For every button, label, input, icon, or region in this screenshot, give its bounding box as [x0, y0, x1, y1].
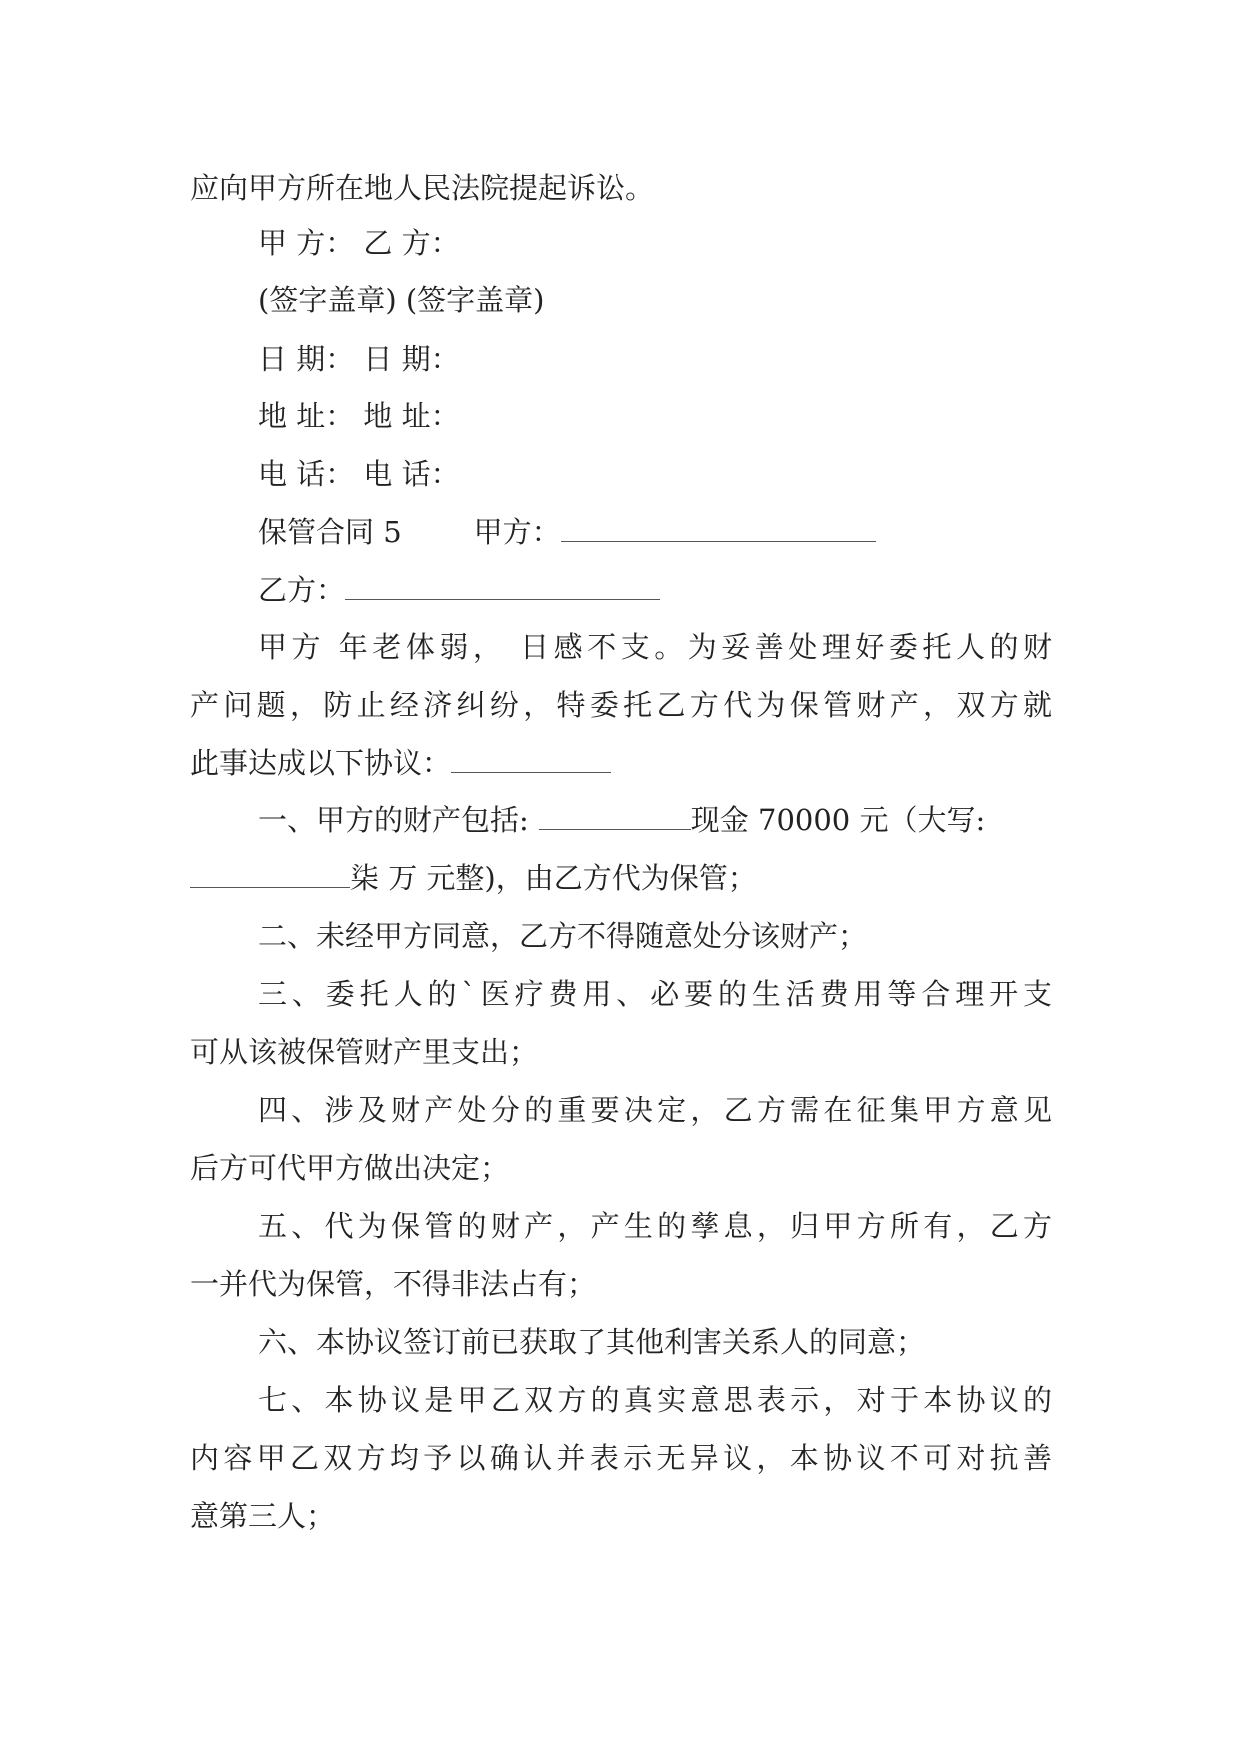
- text-line: 产问题，防止经济纠纷，特委托乙方代为保管财产，双方就: [190, 688, 1052, 722]
- blank-line: [561, 519, 876, 542]
- text-segment: 一、甲方的财产包括:: [258, 803, 529, 837]
- party-a-label: 甲方：: [473, 515, 561, 549]
- clause-4: 四、涉及财产处分的重要决定，乙方需在征集甲方意见: [258, 1093, 1052, 1127]
- blank-line: [539, 807, 691, 830]
- text-segment: 柒 万 元整)，由乙方代为保管；: [350, 861, 757, 895]
- text-line: 甲方 年老体弱， 日感不支。为妥善处理好委托人的财: [258, 630, 1052, 664]
- clause-3: 三、委托人的`医疗费用、必要的生活费用等合理开支: [258, 977, 1052, 1011]
- signature-labels: (签字盖章) (签字盖章): [258, 283, 545, 317]
- date-labels: 日 期： 日 期：: [258, 342, 460, 376]
- clause-1-continued: [190, 858, 757, 898]
- clause-6: 六、本协议签订前已获取了其他利害关系人的同意；: [258, 1325, 926, 1359]
- blank-line: [345, 577, 660, 600]
- blank-line: [190, 865, 350, 888]
- clause-2: 二、未经甲方同意，乙方不得随意处分该财产；: [258, 919, 868, 953]
- text-line: 意第三人；: [190, 1499, 336, 1533]
- phone-labels: 电 话： 电 话：: [258, 457, 460, 491]
- contract-heading-line: [258, 512, 876, 552]
- text-line: 可从该被保管财产里支出；: [190, 1035, 539, 1069]
- party-b-line: [258, 570, 660, 610]
- clause-5: 五、代为保管的财产，产生的孳息，归甲方所有，乙方: [258, 1209, 1052, 1243]
- text-segment: 现金 70000 元（大写:: [690, 803, 986, 837]
- text-line: 后方可代甲方做出决定；: [190, 1151, 510, 1185]
- address-labels: 地 址： 地 址：: [258, 399, 460, 433]
- text-line: 一并代为保管，不得非法占有；: [190, 1267, 597, 1301]
- blank-line: [451, 750, 611, 773]
- clause-7: 七、本协议是甲乙双方的真实意思表示，对于本协议的: [258, 1383, 1052, 1417]
- text-line: 内容甲乙双方均予以确认并表示无异议，本协议不可对抗善: [190, 1441, 1052, 1475]
- contract-title: 保管合同 5: [258, 515, 402, 549]
- agreement-intro-line: [190, 743, 611, 783]
- text-line: 应向甲方所在地人民法院提起诉讼。: [190, 171, 655, 205]
- party-labels: 甲 方： 乙 方：: [258, 226, 460, 260]
- party-b-label: 乙方：: [258, 573, 346, 607]
- clause-1-line: [258, 800, 985, 840]
- text-segment: 此事达成以下协议：: [190, 746, 452, 780]
